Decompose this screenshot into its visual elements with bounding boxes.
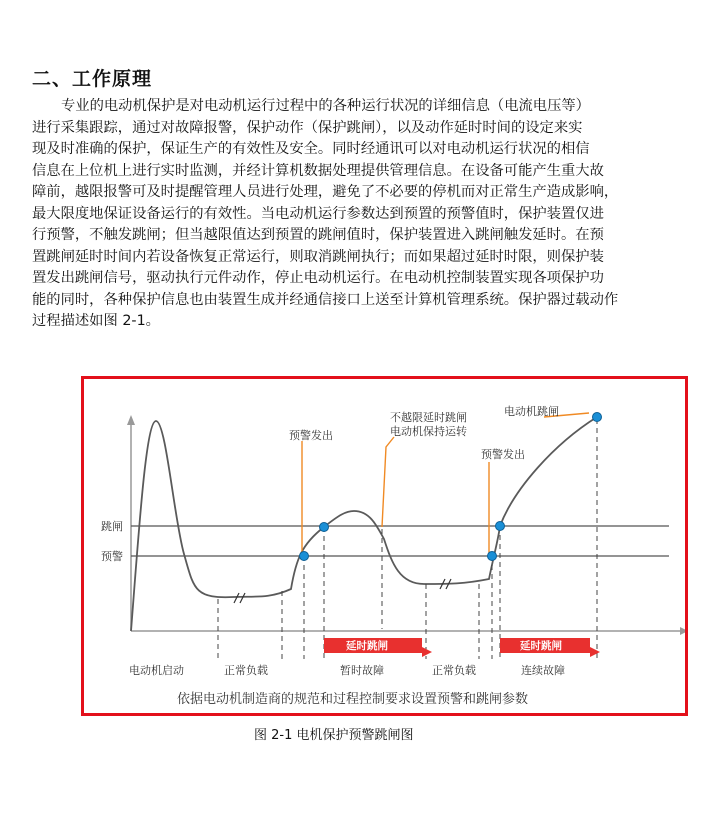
paragraph-line: 过程描述如图 2-1。 <box>32 313 160 329</box>
figure-caption: 图 2-1 电机保护预警跳闸图 <box>254 728 414 743</box>
paragraph-line: 现及时准确的保护，保证生产的有效性及安全。同时经通讯可以对电动机运行状况的相信 <box>32 141 590 157</box>
delay-label-1: 延时跳闸 <box>346 640 388 652</box>
trip-marker-2 <box>496 522 505 531</box>
diagram-canvas <box>84 379 685 713</box>
callout-warn-out-2: 预警发出 <box>481 448 525 461</box>
paragraph-line: 置发出跳闸信号，驱动执行元件动作，停止电动机运行。在电动机控制装置实现各项保护功 <box>32 270 604 286</box>
paragraph-line: 信息在上位机上进行实时监测，并经计算机数据处理提供管理信息。在设备可能产生重大故 <box>32 162 604 179</box>
delay-bar-1 <box>324 638 432 657</box>
paragraph-line: 障前，越限报警可及时提醒管理人员进行处理，避免了不必要的停机而对正常生产造成影响， <box>32 184 619 200</box>
warn-level-label: 预警 <box>101 550 123 563</box>
phase-dividers <box>218 419 597 659</box>
principle-paragraph <box>32 96 658 333</box>
motor-current-curve <box>131 417 597 631</box>
motor-trip-marker <box>593 413 602 422</box>
phase-label-start: 电动机启动 <box>129 664 184 677</box>
phase-label-continuous-fault: 连续故障 <box>521 664 565 677</box>
trip-marker-1 <box>320 523 329 532</box>
x-axis-arrow <box>680 627 685 635</box>
delay-label-2: 延时跳闸 <box>520 640 562 652</box>
paragraph-line: 专业的电动机保护是对电动机运行过程中的各种运行状况的详细信息（电流电压等） <box>61 98 590 114</box>
figure-footer-note: 依据电动机制造商的规范和过程控制要求设置预警和跳闸参数 <box>177 692 529 707</box>
break-mark-1 <box>234 593 245 603</box>
protection-diagram <box>81 376 688 716</box>
callout-no-trip-1: 不越限延时跳闸 <box>390 411 467 424</box>
callout-motor-trip: 电动机跳闸 <box>504 405 559 418</box>
paragraph-line: 能的同时，各种保护信息也由装置生成并经通信接口上送至计算机管理系统。保护器过载动作 <box>32 291 619 308</box>
paragraph-line: 行预警，不触发跳闸；但当越限值达到预置的跳闸值时，保护装置进入跳闸触发延时。在预 <box>32 227 604 243</box>
phase-label-normal-1: 正常负载 <box>224 664 268 677</box>
warn-marker-1 <box>300 552 309 561</box>
paragraph-line: 置跳闸延时时间内若设备恢复正常运行，则取消跳闸执行；而如果超过延时时限，则保护装 <box>32 248 604 265</box>
warn-marker-2 <box>488 552 497 561</box>
y-axis-arrow <box>127 415 135 425</box>
section-heading: 二、工作原理 <box>32 68 153 90</box>
callout-warn-out-1: 预警发出 <box>289 429 333 442</box>
phase-label-temp-fault: 暂时故障 <box>340 664 384 677</box>
paragraph-line: 最大限度地保证设备运行的有效性。当电动机运行参数达到预置的预警值时，保护装置仅进 <box>32 205 604 222</box>
delay-bar-2 <box>500 638 600 657</box>
phase-label-normal-2: 正常负载 <box>432 664 476 677</box>
callout-no-trip-2: 电动机保持运转 <box>390 425 467 438</box>
trip-level-label: 跳闸 <box>101 520 123 533</box>
paragraph-line: 进行采集跟踪，通过对故障报警，保护动作（保护跳闸），以及动作延时时间的设定来实 <box>32 119 583 136</box>
